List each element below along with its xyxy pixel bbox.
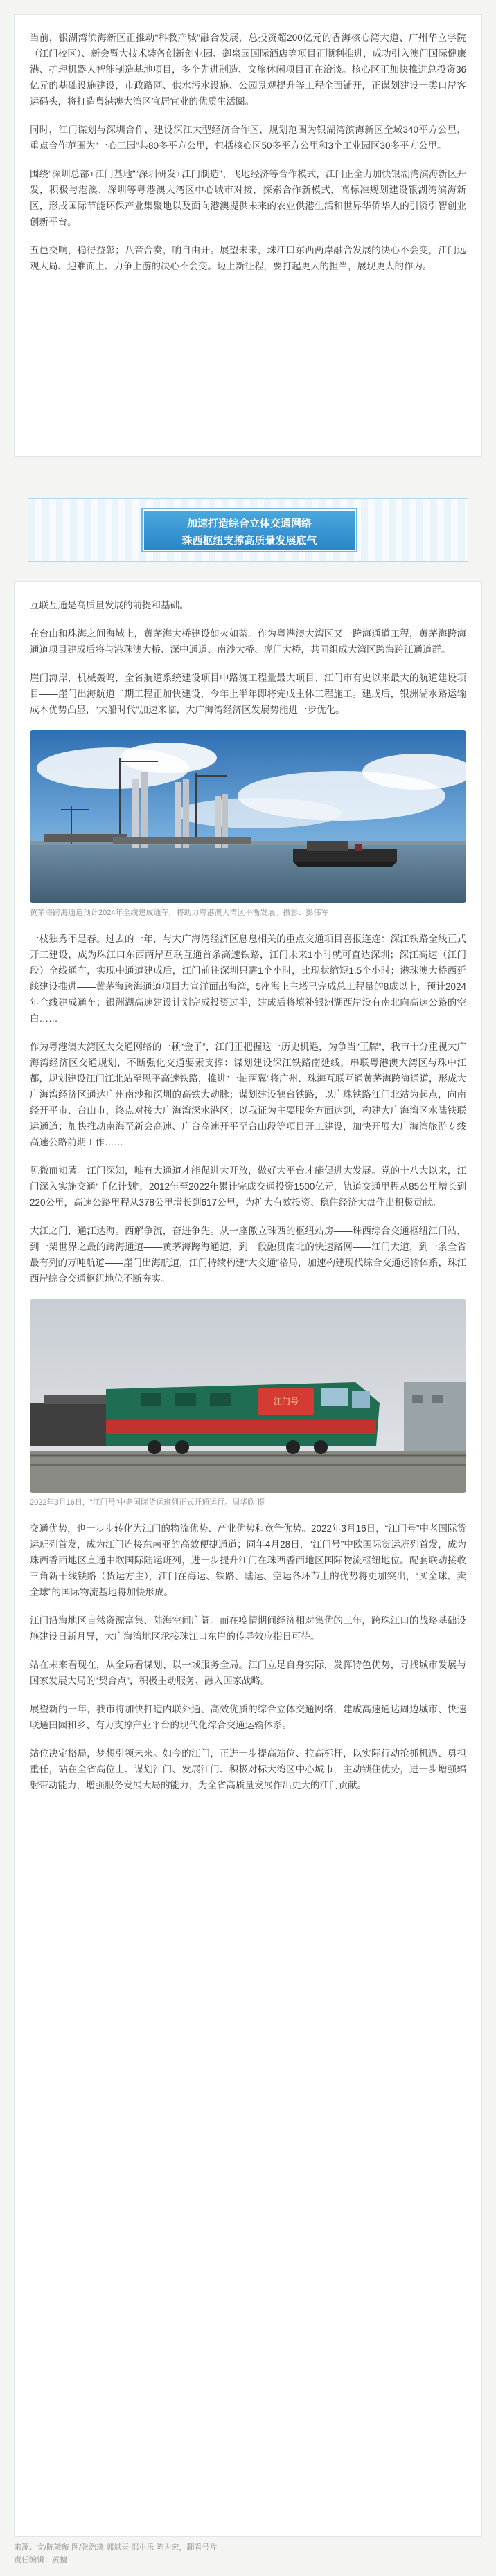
section-paragraph-11: 展望新的一年，我市将加快打造内联外通、高效优质的综合立体交通网络，建成高速通达周边城市、快速联通田园和乡、有力支撑产业平台的现代化综合交通运输体系。 xyxy=(30,1704,466,1730)
section-card xyxy=(14,581,482,2537)
banner-title xyxy=(143,509,356,551)
article-footer xyxy=(14,2541,482,2566)
section-paragraph-2: 在台山和珠海之间海域上，黄茅海大桥建设如火如荼。作为粤港澳大湾区又一跨海通道工程，黄茅海跨海通道项目建成后将与港珠澳大桥、深中通道、南沙大桥、虎门大桥，共同组成大湾区跨海跨江通道群。 xyxy=(30,628,466,655)
section-paragraph-5: 作为粤港澳大湾区大交通网络的一颗“金子”，江门正把握这一历史机遇，为争当“王牌”，我市十分重视大广海湾经济区交通规划，不断强化交通要素支撑：谋划建设深江铁路南延线，串联粤港澳大湾区与珠中江都，规划建设江门江北站至恩平高速铁路，推进“一轴两翼”将广州、珠海互联互通黄茅海跨海通道，形成大广海湾经济区通达广州南沙和深圳的高铁大动脉；谋划建设鹤台铁路，以广珠铁路江门北站为起点，向南经开平市、台山市，终点对接大广海湾深水港区；以我证为主要服务方面达到，构建大广海湾区水陆铁联运通道；加快推动南海至新会高速、广台高速开平至台山段等项目开工建设，加快开展大广海湾旅游专线高速公路前期工作…… xyxy=(30,1042,466,1148)
section-paragraph-9: 江门沿海地区自然资源富集、陆海空间广阔。而在疫情期间经济相对集优的三年，跨珠江口的战略基础设施建设日新月异，大广海湾地区承接珠江口东岸的传导效应指日可待。 xyxy=(30,1615,466,1642)
intro-paragraph-3: 围绕“深圳总部+江门基地”“深圳研发+江门制造”、飞地经济等合作模式，江门正全力加快银湖湾滨海新区开发，积极与港澳、深圳等粤港澳大湾区中心城市对接，探索合作新模式，高标准规划建设银湖湾滨海新区，形成国际节能环保产业集聚地以及面向港澳提供未来的农业供港生活和世界华侨华人的引资引智创业创新平台。 xyxy=(30,169,466,227)
section-paragraph-8: 交通优势，也一步步转化为江门的物流优势、产业优势和竞争优势。2022年3月16日，“江门号”中老国际货运班列首发，成为江门连接东南亚的高效便捷通道；同年4月28日，“江门号”中欧国际货运班列首发，成为珠西香西地区直通中欧国际陆运班列，进一步提升江门在珠西香西地区国际物流枢纽地位。配套联动接收三角新干线铁路（货运方主），江门在海运、铁路、陆运、空运各环节上的优势将更加突出，“买全球、卖全球”的国际物流基地将加快形成。 xyxy=(30,1523,466,1597)
section-paragraph-6: 见微而知著。江门深知，唯有大通道才能促进大开放，做好大平台才能促进大发展。党的十八大以来，江门深入实施交通“千亿计划”，2012年至2022年累计完成交通投资1500亿元，轨道交通里程从85公里增长到220公里，高速公路里程从378公里增长到617公里，为扩大有效投资、稳住经济大盘作出积极贡献。 xyxy=(30,1165,466,1208)
banner-line-1: 加速打造综合立体交通网络 xyxy=(186,518,312,529)
train-photo-caption: 2022年3月16日，“江门号”中老国际货运班列正式开通运行。周华欣 摄 xyxy=(30,1498,265,1507)
section-paragraph-12: 站位决定格局，梦想引领未来。如今的江门，正进一步提高站位、拉高标杆，以实际行动抢抓机遇、勇担重任，站在全省高位上、谋划江门、发展江门、积极对标大湾区中心城市，主动锁住优势，进一步增强辐射带动能力，增强服务发展大局的能力，为全省高质量发展作出更大的江门贡献。 xyxy=(30,1748,466,1790)
footer-editor: 责任编辑：黄檀 xyxy=(14,2556,67,2564)
bridge-photo xyxy=(30,730,466,903)
section-paragraph-1: 互联互通是高质量发展的前提和基础。 xyxy=(30,600,189,610)
train-photo-image xyxy=(30,1299,466,1493)
banner-line-2: 珠西枢纽支撑高质量发展底气 xyxy=(181,535,317,547)
train-banner-label: 江门号 xyxy=(273,1397,299,1406)
bridge-photo-caption: 黄茅海跨海通道预计2024年全线建成通车，将助力粤港澳大湾区平衡发展。摄影：彭伟军 xyxy=(30,909,329,917)
bridge-photo-image xyxy=(30,730,466,903)
section-paragraph-7: 大江之门，通江达海。西解争流，奋进争先。从一座傲立珠西的枢纽站房——珠西综合交通枢纽江门站，到一架世界之最的跨海通道——黄茅海跨海通道，到一段融贯南北的快速路网——江门大道，到一条全省最有列的万吨航道——崖门出海航道，江门持续构建“大交通”格局，加速构建现代综合交通运输体系，珠江西岸综合交通枢纽地位不断夯实。 xyxy=(30,1226,466,1284)
section-paragraph-10: 站在未来看现在，从全局看谋划、以一域服务全局。江门立足自身实际，发挥特色优势，寻找城市发展与国家发展大局的“契合点”，积极主动服务、融入国家战略。 xyxy=(30,1660,466,1686)
intro-paragraph-2: 同时，江门谋划与深圳合作，建设深江大型经济合作区，规划范围为银湖湾滨海新区全域340平方公里，重点合作范围为“一心三园”共80多平方公里，包括核心区50多平方公里和3个工业园区30多平方公里。 xyxy=(30,125,466,151)
intro-paragraph-1: 当前，银湖湾滨海新区正推动“科教产城”融合发展，总投资超200亿元的香海核心湾大道、广州华立学院（江门校区）、新会暨大技术装备创新创业园、御泉园国际酒店等项目正顺利推进，成功引入澳门国际健康港、护理机器人智能制造基地项目，多个先进制造、文旅休闲项目正在洽谈。核心区正加快推进总投资36亿元的基础设施建设，市政路网、供水污水设施、公园景观提升等工程全面铺开，正谋划建设一类口岸客运码头，将打造粤港澳大湾区宜居宜业的优质生活圈。 xyxy=(30,33,466,107)
section-paragraph-3: 崖门海岸，机械轰鸣，全省航道系统建设项目中路渡工程量最大项目、江门市有史以来最大的航道建设项目——崖门出海航道二期工程正加快建设，今年上半年即将完成主体工程施工。建成后，银洲湖水路运输成本优势凸显，“大船时代”加速来临，大广海湾经济区发展势能进一步优化。 xyxy=(30,673,466,715)
intro-paragraph-4: 五邑交响，稳得益彰；八音合奏，响自由开。展望未来，珠江口东西两岸融合发展的决心不会变，江门远观大局、迎难而上、力争上游的决心不会变。迈上新征程，要打起更大的担当，展现更大的作为。 xyxy=(30,245,466,271)
footer-source: 来源：文/陈敏璇 图/张浩琦 郭斌天 邵小乐 陈为宏，翻看号片 xyxy=(14,2543,218,2552)
intro-card xyxy=(14,14,482,457)
section-banner xyxy=(0,484,496,574)
train-photo xyxy=(30,1299,466,1493)
section-paragraph-4: 一枝独秀不是春。过去的一年，与大广海湾经济区息息相关的重点交通项目喜报连连：深江铁路全线正式开工建设，成为珠江口东西两岸互联互通首条高速铁路，江门未来1小时就可直达深圳；深江高速（江门段）全线通车，实现中通道建成后，江门前往深圳只需1个小时，比现状缩短1.5个小时；港珠澳大桥西延线建设推进——黄茅海跨海通道项目力宣洋面出海湾，5座海上主塔已完成总工程量的8成以上，预计2024年全线建成通车；银洲湖高速建设计划完成投资过半，建成后将填补银洲湖西岸没有南北向高速公路的空白…… xyxy=(30,934,466,1024)
